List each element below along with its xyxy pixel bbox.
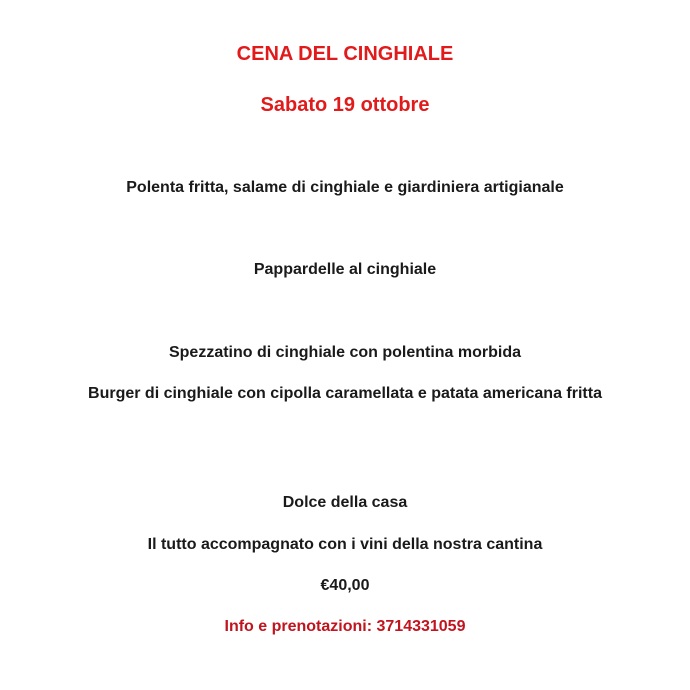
dish-dolce: Dolce della casa — [282, 494, 408, 511]
wine-note: Il tutto accompagnato con i vini della nostra cantina — [147, 536, 543, 553]
dish-primo: Pappardelle al cinghiale — [253, 261, 437, 278]
contact-info: Info e prenotazioni: 3714331059 — [224, 618, 466, 635]
dish-antipasto: Polenta fritta, salame di cinghiale e giardiniera artigianale — [126, 179, 564, 196]
event-date: Sabato 19 ottobre — [260, 94, 430, 116]
dish-secondo: Spezzatino di cinghiale con polentina morbida — [168, 344, 522, 361]
price: €40,00 — [320, 577, 370, 594]
menu-title: CENA DEL CINGHIALE — [236, 43, 454, 65]
dish-secondo-alternative: Burger di cinghiale con cipolla caramellata e patata americana fritta — [88, 385, 602, 402]
